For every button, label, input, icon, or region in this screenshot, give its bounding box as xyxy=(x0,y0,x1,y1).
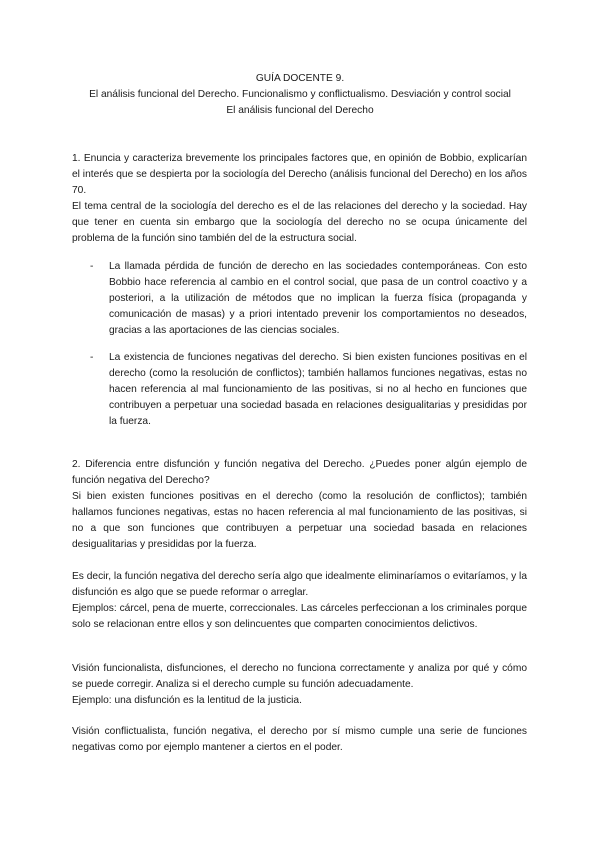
answer-1: El tema central de la sociología del derecho es el de las relaciones del derecho y la sociedad. Hay que tener en cuenta sin embargo que la sociología del derecho no se ocupa únicamente del problema de la función sino también del de la estructura social. xyxy=(72,201,527,244)
document-header xyxy=(60,71,540,119)
bullet-item-2 xyxy=(90,350,527,430)
paragraph-examples: Ejemplos: cárcel, pena de muerte, correccionales. Las cárceles perfeccionan a los criminales porque solo se relacionan entre ellos y son delincuentes que comparten conocimientos delictivos. xyxy=(72,603,527,630)
bullet-text: La existencia de funciones negativas del derecho. Si bien existen funciones positivas en el derecho (como la resolución de conflictos); también hallamos funciones negativas, estas no hacen referencia al mal funcionamiento de las positivas, si no al hecho en funciones que contribuyen a perpetuar una sociedad basada en relaciones desigualitarias y presididas por la fuerza. xyxy=(109,352,527,427)
question-2: 2. Diferencia entre disfunción y función negativa del Derecho. ¿Puedes poner algún ejemplo de función negativa del Derecho? xyxy=(72,459,527,486)
paragraph-dysfunction-example: Ejemplo: una disfunción es la lentitud de la justicia. xyxy=(72,695,302,706)
question-1: 1. Enuncia y caracteriza brevemente los principales factores que, en opinión de Bobbio, explicarían el interés que se despierta por la sociología del Derecho (análisis funcional del Derecho) en los años 70. xyxy=(72,153,527,196)
document-subtitle: El análisis funcional del Derecho. Funcionalismo y conflictualismo. Desviación y control social xyxy=(89,89,511,100)
bullet-dash: - xyxy=(90,352,94,363)
section-2-paragraph-c xyxy=(72,724,527,756)
document-subtitle-secondary: El análisis funcional del Derecho xyxy=(226,105,374,116)
paragraph-functionalist: Visión funcionalista, disfunciones, el derecho no funciona correctamente y analiza por qué y cómo se puede corregir. Analiza si el derecho cumple su función adecuadamente. xyxy=(72,663,527,690)
document-title: GUÍA DOCENTE 9. xyxy=(255,73,345,84)
paragraph-difference: Es decir, la función negativa del derecho sería algo que idealmente eliminaríamos o evitaríamos, y la disfunción es algo que se puede reformar o arreglar. xyxy=(72,571,527,598)
bullet-item-1 xyxy=(90,259,527,339)
section-2-paragraphs-b xyxy=(72,661,527,709)
section-2-text xyxy=(72,457,527,553)
section-2-paragraphs-a xyxy=(72,569,527,633)
bullet-dash: - xyxy=(90,261,94,272)
bullet-text: La llamada pérdida de función de derecho en las sociedades contemporáneas. Con esto Bobbio hace referencia al cambio en el control social, que pasa de un control coactivo y a posteriori, a la utilización de métodos que no implican la fuerza física (propaganda y comunicación de masas) y a priori intentado prevenir los comportamientos no deseados, gracias a las aportaciones de las ciencias sociales. xyxy=(109,261,527,336)
paragraph-conflictualist: Visión conflictualista, función negativa, el derecho por sí mismo cumple una serie de funciones negativas como por ejemplo mantener a ciertos en el poder. xyxy=(72,726,527,753)
section-1-text xyxy=(72,151,527,247)
answer-2: Si bien existen funciones positivas en el derecho (como la resolución de conflictos); también hallamos funciones negativas, estas no hacen referencia al mal funcionamiento de las positivas, si no a que son funciones que contribuyen a perpetuar una sociedad basada en relaciones desigualitarias y presididas por la fuerza. xyxy=(72,491,527,550)
